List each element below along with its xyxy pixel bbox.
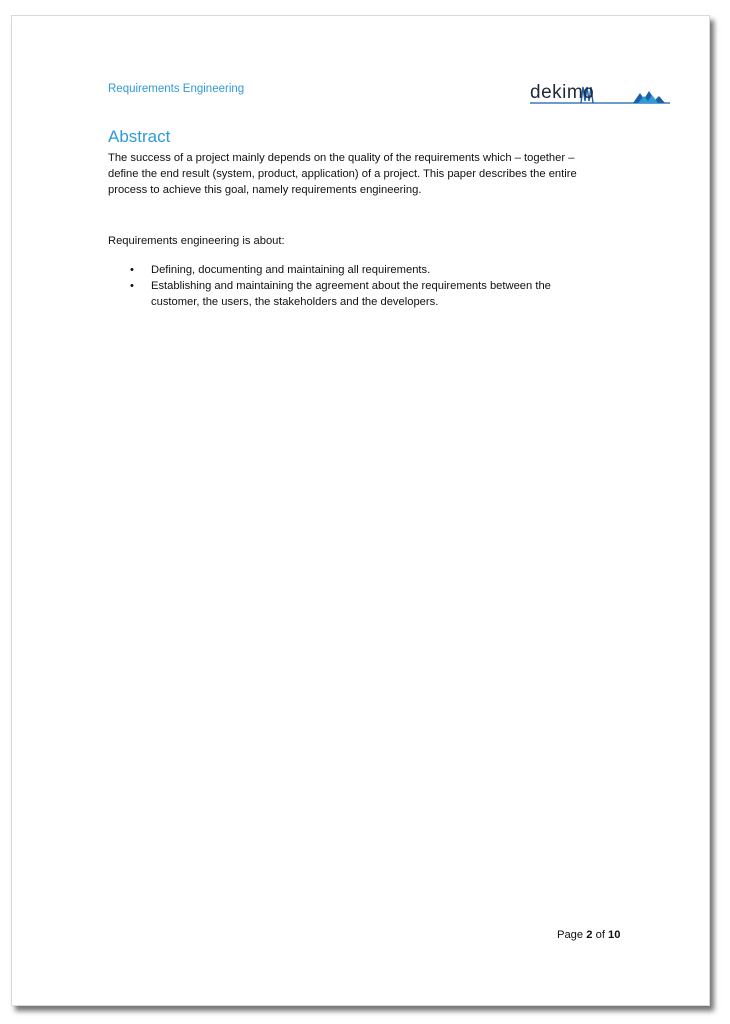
list-item-text: Establishing and maintaining the agreement about the requirements between the	[151, 280, 551, 292]
list-item-text: customer, the users, the stakeholders and the developers.	[151, 296, 439, 308]
list-intro-text: Requirements engineering is about:	[108, 235, 285, 247]
page-number-separator: of	[595, 929, 605, 941]
logo-wordmark: dekimo	[530, 82, 595, 103]
dekimo-logo	[530, 80, 670, 110]
page-number-current: 2	[586, 929, 593, 941]
list-item	[108, 262, 588, 278]
running-header-title: Requirements Engineering	[108, 83, 245, 95]
bullet-icon: •	[130, 280, 134, 292]
page-number-prefix: Page	[557, 929, 584, 941]
list-item	[108, 278, 588, 310]
section-heading: Abstract	[108, 127, 171, 146]
page-number	[557, 929, 621, 941]
abstract-paragraph	[108, 150, 608, 198]
paragraph-line: define the end result (system, product, application) of a project. This paper describes the entire	[108, 168, 577, 180]
paragraph-line: process to achieve this goal, namely requirements engineering.	[108, 184, 422, 196]
paragraph-line: The success of a project mainly depends on the quality of the requirements which – together –	[108, 152, 575, 164]
document-page	[11, 15, 710, 1006]
list-item-text: Defining, documenting and maintaining all requirements.	[151, 264, 431, 276]
bullet-icon: •	[130, 264, 134, 276]
page-number-total: 10	[608, 929, 621, 941]
requirements-bullet-list	[108, 262, 588, 310]
